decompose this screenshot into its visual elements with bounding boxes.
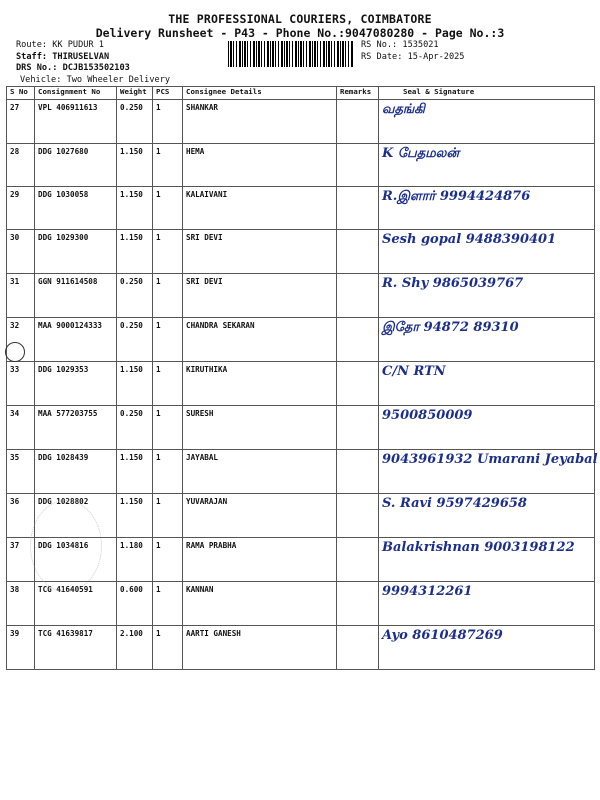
rs-no-label: RS No.: 1535021 — [361, 40, 439, 50]
cell-remarks — [337, 230, 379, 274]
table-row — [7, 406, 595, 450]
cell-consignment: DDG 1028802 — [35, 494, 117, 538]
cell-consignee: HEMA — [183, 144, 337, 187]
cell-pcs: 1 — [153, 318, 183, 362]
cell-consignee: KIRUTHIKA — [183, 362, 337, 406]
cell-pcs: 1 — [153, 626, 183, 670]
cell-remarks — [337, 274, 379, 318]
col-consignment: Consignment No — [35, 87, 117, 100]
cell-pcs: 1 — [153, 187, 183, 230]
faded-stamp — [30, 500, 102, 592]
cell-signature: இதோ 94872 89310 — [379, 318, 595, 362]
table-row — [7, 187, 595, 230]
cell-consignment: TCG 41639817 — [35, 626, 117, 670]
cell-weight: 0.250 — [117, 100, 153, 144]
cell-remarks — [337, 494, 379, 538]
table-row — [7, 274, 595, 318]
cell-sno: 37 — [7, 538, 35, 582]
cell-sno: 30 — [7, 230, 35, 274]
barcode — [228, 41, 354, 67]
cell-consignment: DDG 1034816 — [35, 538, 117, 582]
cell-pcs: 1 — [153, 362, 183, 406]
cell-sno: 39 — [7, 626, 35, 670]
col-remarks: Remarks — [337, 87, 379, 100]
cell-consignment: GGN 911614508 — [35, 274, 117, 318]
table-row — [7, 626, 595, 670]
cell-weight: 0.250 — [117, 318, 153, 362]
cell-weight: 1.180 — [117, 538, 153, 582]
cell-consignment: MAA 577203755 — [35, 406, 117, 450]
cell-consignment: TCG 41640591 — [35, 582, 117, 626]
cell-signature: Ayo 8610487269 — [379, 626, 595, 670]
cell-sno: 31 — [7, 274, 35, 318]
cell-consignee: JAYABAL — [183, 450, 337, 494]
cell-pcs: 1 — [153, 582, 183, 626]
cell-signature: R. Shy 9865039767 — [379, 274, 595, 318]
cell-consignee: KALAIVANI — [183, 187, 337, 230]
cell-consignee: SRI DEVI — [183, 230, 337, 274]
cell-signature: Sesh gopal 9488390401 — [379, 230, 595, 274]
cell-consignee: KANNAN — [183, 582, 337, 626]
col-consignee: Consignee Details — [183, 87, 337, 100]
cell-weight: 1.150 — [117, 494, 153, 538]
cell-consignee: SURESH — [183, 406, 337, 450]
cell-weight: 1.150 — [117, 187, 153, 230]
cell-weight: 1.150 — [117, 144, 153, 187]
cell-remarks — [337, 187, 379, 230]
cell-signature: K பேதமலன் — [379, 144, 595, 187]
cell-remarks — [337, 362, 379, 406]
table-row — [7, 144, 595, 187]
table-row — [7, 100, 595, 144]
cell-consignee: SRI DEVI — [183, 274, 337, 318]
cell-signature: வதங்கி — [379, 100, 595, 144]
cell-pcs: 1 — [153, 100, 183, 144]
cell-signature: Balakrishnan 9003198122 — [379, 538, 595, 582]
col-signature: Seal & Signature — [379, 87, 595, 100]
runsheet-title: Delivery Runsheet - P43 - Phone No.:9047080280 - Page No.:3 — [95, 26, 505, 40]
cell-sno: 27 — [7, 100, 35, 144]
cell-pcs: 1 — [153, 406, 183, 450]
table-row — [7, 362, 595, 406]
cell-pcs: 1 — [153, 450, 183, 494]
cell-sno: 33 — [7, 362, 35, 406]
cell-remarks — [337, 450, 379, 494]
cell-signature: 9043961932 Umarani Jeyabal — [379, 450, 595, 494]
cell-weight: 0.250 — [117, 406, 153, 450]
cell-weight: 1.150 — [117, 450, 153, 494]
cell-consignment: MAA 9000124333 — [35, 318, 117, 362]
cell-consignment: DDG 1028439 — [35, 450, 117, 494]
rs-date-label: RS Date: 15-Apr-2025 — [361, 51, 465, 62]
col-weight: Weight — [117, 87, 153, 100]
cell-pcs: 1 — [153, 230, 183, 274]
cell-signature: 9994312261 — [379, 582, 595, 626]
cell-consignee: CHANDRA SEKARAN — [183, 318, 337, 362]
cell-signature: R.இளார் 9994424876 — [379, 187, 595, 230]
cell-remarks — [337, 538, 379, 582]
cell-sno: 29 — [7, 187, 35, 230]
cell-signature: C/N RTN — [379, 362, 595, 406]
cell-pcs: 1 — [153, 538, 183, 582]
cell-consignment: DDG 1027680 — [35, 144, 117, 187]
table-row — [7, 582, 595, 626]
table-header-row — [7, 87, 595, 100]
table-row — [7, 450, 595, 494]
cell-weight: 0.600 — [117, 582, 153, 626]
col-pcs: PCS — [153, 87, 183, 100]
cell-remarks — [337, 144, 379, 187]
company-title: THE PROFESSIONAL COURIERS, COIMBATORE — [168, 12, 432, 26]
cell-remarks — [337, 318, 379, 362]
cell-consignment: VPL 406911613 — [35, 100, 117, 144]
cell-weight: 2.100 — [117, 626, 153, 670]
cell-weight: 0.250 — [117, 274, 153, 318]
cell-sno: 28 — [7, 144, 35, 187]
cell-consignee: AARTI GANESH — [183, 626, 337, 670]
highlight-circle — [5, 342, 25, 362]
cell-consignment: DDG 1030058 — [35, 187, 117, 230]
col-sno: S No — [7, 87, 35, 100]
cell-weight: 1.150 — [117, 362, 153, 406]
cell-remarks — [337, 100, 379, 144]
cell-consignee: RAMA PRABHA — [183, 538, 337, 582]
cell-remarks — [337, 626, 379, 670]
cell-pcs: 1 — [153, 494, 183, 538]
cell-sno: 38 — [7, 582, 35, 626]
cell-pcs: 1 — [153, 274, 183, 318]
cell-sno: 36 — [7, 494, 35, 538]
cell-remarks — [337, 406, 379, 450]
cell-consignee: SHANKAR — [183, 100, 337, 144]
table-row — [7, 318, 595, 362]
cell-consignment: DDG 1029353 — [35, 362, 117, 406]
drs-label: DRS No.: DCJB153502103 — [16, 63, 130, 73]
cell-consignment: DDG 1029300 — [35, 230, 117, 274]
meta-left — [16, 40, 170, 86]
staff-label: Staff: THIRUSELVAN — [16, 51, 110, 62]
cell-sno: 32 — [7, 318, 35, 362]
cell-sno: 34 — [7, 406, 35, 450]
table-row — [7, 230, 595, 274]
route-label: Route: KK PUDUR 1 — [16, 40, 104, 50]
cell-remarks — [337, 582, 379, 626]
vehicle-label: Vehicle: Two Wheeler Delivery — [20, 74, 171, 85]
cell-signature: 9500850009 — [379, 406, 595, 450]
meta-right — [361, 40, 464, 63]
cell-sno: 35 — [7, 450, 35, 494]
cell-weight: 1.150 — [117, 230, 153, 274]
cell-signature: S. Ravi 9597429658 — [379, 494, 595, 538]
cell-consignee: YUVARAJAN — [183, 494, 337, 538]
runsheet-table — [6, 86, 598, 670]
cell-pcs: 1 — [153, 144, 183, 187]
